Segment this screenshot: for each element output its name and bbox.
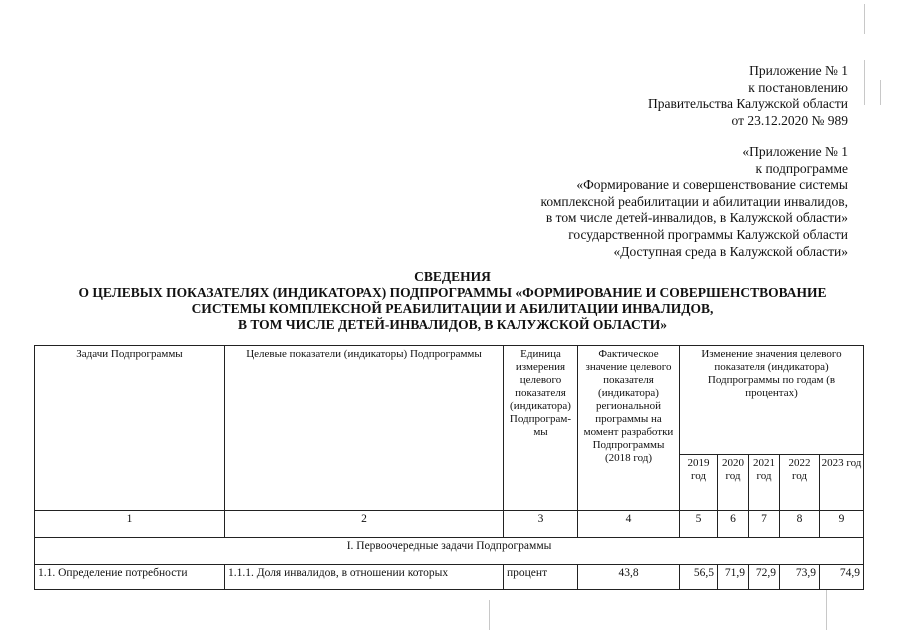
- value-2021-cell: 72,9: [749, 565, 780, 590]
- scan-artifact: [826, 590, 827, 630]
- header-tasks: Задачи Подпрограммы: [35, 346, 225, 511]
- header-year-2020: 2020 год: [718, 455, 749, 511]
- column-number: 3: [504, 511, 578, 538]
- scan-artifact: [880, 80, 881, 105]
- column-number: 8: [780, 511, 820, 538]
- value-2020-cell: 71,9: [718, 565, 749, 590]
- value-2023-cell: 74,9: [820, 565, 864, 590]
- appendix-line: комплексной реабилитации и абилитации инвалидов,: [540, 193, 848, 209]
- task-cell: 1.1. Определение потребности: [35, 565, 225, 590]
- table-row: [35, 565, 864, 590]
- document-heading: [0, 269, 905, 333]
- heading-line: О ЦЕЛЕВЫХ ПОКАЗАТЕЛЯХ (ИНДИКАТОРАХ) ПОДПРОГРАММЫ «ФОРМИРОВАНИЕ И СОВЕРШЕНСТВОВАНИЕ: [78, 285, 827, 300]
- section-row: [35, 538, 864, 565]
- header-year-2023: 2023 год: [820, 455, 864, 511]
- appendix-line: «Формирование и совершенствование системы: [576, 177, 848, 193]
- column-number: 4: [578, 511, 680, 538]
- value-2022-cell: 73,9: [780, 565, 820, 590]
- actual-value-cell: 43,8: [578, 565, 680, 590]
- scan-artifact: [864, 60, 865, 105]
- scan-artifact: [864, 4, 865, 34]
- header-year-2022: 2022 год: [780, 455, 820, 511]
- header-actual-value: Фактическое значение целевого показателя (индикатора) региональной программы на момент разработки Подпрограммы (2018 год): [578, 346, 680, 511]
- approval-block: [648, 63, 848, 129]
- unit-cell: процент: [504, 565, 578, 590]
- column-number: 2: [225, 511, 504, 538]
- approval-line: Правительства Калужской области: [647, 96, 848, 112]
- header-unit: Единица измерения целевого показателя (индикатора) Подпрограм-мы: [504, 346, 578, 511]
- heading-line: СВЕДЕНИЯ: [414, 269, 491, 284]
- column-number: 7: [749, 511, 780, 538]
- approval-line: Приложение № 1: [749, 63, 848, 78]
- indicator-cell: 1.1.1. Доля инвалидов, в отношении которых: [225, 565, 504, 590]
- appendix-line: в том числе детей-инвалидов, в Калужской области»: [545, 210, 848, 226]
- column-number: 9: [820, 511, 864, 538]
- appendix-line: к подпрограмме: [755, 160, 848, 176]
- column-number: 5: [680, 511, 718, 538]
- indicators-table: [34, 345, 864, 590]
- header-year-2019: 2019 год: [680, 455, 718, 511]
- appendix-line: «Приложение № 1: [742, 144, 848, 159]
- table-header-row: [35, 346, 864, 455]
- header-change-by-years: Изменение значения целевого показателя (индикатора) Подпрограммы по годам (в процентах): [680, 346, 864, 455]
- appendix-line: государственной программы Калужской области: [568, 226, 848, 242]
- approval-line: к постановлению: [748, 79, 848, 95]
- heading-line: СИСТЕМЫ КОМПЛЕКСНОЙ РЕАБИЛИТАЦИИ И АБИЛИТАЦИИ ИНВАЛИДОВ,: [191, 301, 714, 316]
- value-2019-cell: 56,5: [680, 565, 718, 590]
- subprogram-appendix-block: [540, 144, 848, 260]
- approval-line: от 23.12.2020 № 989: [731, 112, 848, 128]
- column-number: 1: [35, 511, 225, 538]
- section-title: I. Первоочередные задачи Подпрограммы: [35, 538, 864, 565]
- column-number-row: [35, 511, 864, 538]
- header-year-2021: 2021 год: [749, 455, 780, 511]
- header-indicators: Целевые показатели (индикаторы) Подпрограммы: [225, 346, 504, 511]
- scan-artifact: [489, 600, 490, 630]
- column-number: 6: [718, 511, 749, 538]
- heading-line: В ТОМ ЧИСЛЕ ДЕТЕЙ-ИНВАЛИДОВ, В КАЛУЖСКОЙ ОБЛАСТИ»: [237, 317, 668, 332]
- appendix-line: «Доступная среда в Калужской области»: [613, 243, 848, 259]
